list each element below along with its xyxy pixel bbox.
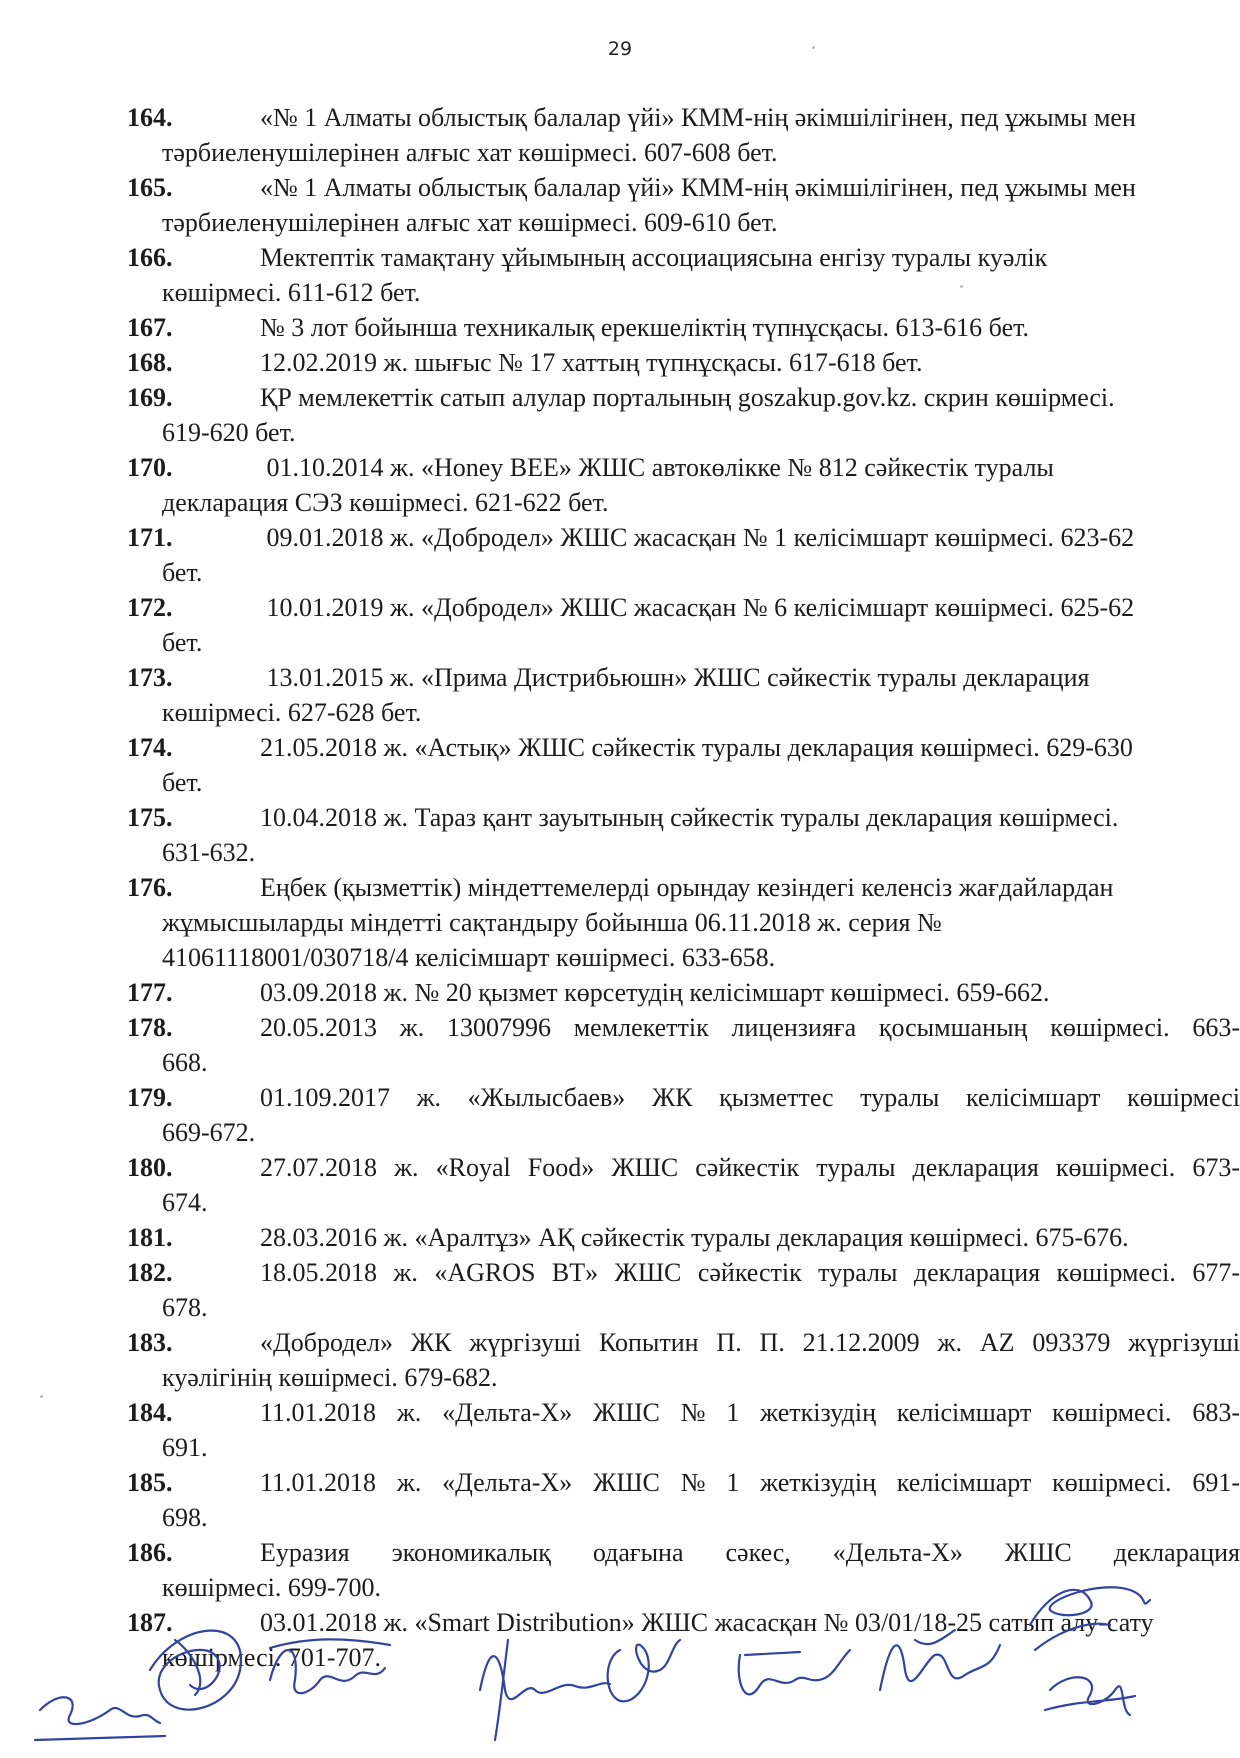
list-item bbox=[127, 520, 1240, 590]
item-text-line: 03.09.2018 ж. № 20 қызмет көрсетудің келісімшарт көшірмесі. 659-662. bbox=[260, 978, 1050, 1007]
item-text-line: 41061118001/030718/4 келісімшарт көшірмесі. 633-658. bbox=[162, 943, 776, 972]
item-text-line: 18.05.2018 ж. «AGROS BT» ЖШС сәйкестік туралы декларация көшірмесі. 677- bbox=[260, 1258, 1240, 1287]
list-item bbox=[127, 100, 1240, 170]
item-number: 165. bbox=[127, 173, 173, 202]
item-text-line: 10.04.2018 ж. Тараз қант зауытының сәйкестік туралы декларация көшірмесі. bbox=[260, 803, 1119, 832]
item-text-line: бет. bbox=[162, 768, 203, 797]
item-text-line: декларация СЭЗ көшірмесі. 621-622 бет. bbox=[162, 488, 609, 517]
scan-speck bbox=[960, 285, 963, 288]
list-item bbox=[127, 870, 1240, 975]
item-number: 164. bbox=[127, 103, 173, 132]
item-number: 185. bbox=[127, 1468, 173, 1497]
item-number: 175. bbox=[127, 803, 173, 832]
item-number: 173. bbox=[127, 663, 173, 692]
item-text-line: 10.01.2019 ж. «Добродел» ЖШС жасасқан № 6 келісімшарт көшірмесі. 625-62 bbox=[260, 593, 1135, 622]
item-text-line: тәрбиеленушілерінен алғыс хат көшірмесі. 609-610 бет. bbox=[162, 208, 778, 237]
item-number: 184. bbox=[127, 1398, 173, 1427]
item-number: 178. bbox=[127, 1013, 173, 1042]
item-text-line: 674. bbox=[162, 1188, 208, 1217]
item-number: 186. bbox=[127, 1538, 173, 1567]
item-text-line: 678. bbox=[162, 1293, 208, 1322]
item-text-line: 619-620 бет. bbox=[162, 418, 296, 447]
item-text-line: тәрбиеленушілерінен алғыс хат көшірмесі. 607-608 бет. bbox=[162, 138, 778, 167]
item-text-line: 13.01.2015 ж. «Прима Дистрибьюшн» ЖШС сәйкестік туралы декларация bbox=[260, 663, 1090, 692]
item-text-line: 698. bbox=[162, 1503, 208, 1532]
list-item bbox=[127, 380, 1240, 450]
list-item bbox=[127, 240, 1240, 310]
item-text-line: 11.01.2018 ж. «Дельта-Х» ЖШС № 1 жеткізудің келісімшарт көшірмесі. 683- bbox=[260, 1398, 1240, 1427]
item-text-line: 21.05.2018 ж. «Астық» ЖШС сәйкестік туралы декларация көшірмесі. 629-630 bbox=[260, 733, 1133, 762]
item-text-line: көшірмесі. 699-700. bbox=[162, 1573, 382, 1602]
item-text-line: «№ 1 Алматы облыстық балалар үйі» КММ-нің әкімшілігінен, пед ұжымы мен bbox=[260, 103, 1136, 132]
item-text-line: № 3 лот бойынша техникалық ерекшеліктің түпнұсқасы. 613-616 бет. bbox=[260, 313, 1030, 342]
list-item bbox=[127, 170, 1240, 240]
item-number: 176. bbox=[127, 873, 173, 902]
item-text-line: «Добродел» ЖК жүргізуші Копытин П. П. 21.12.2009 ж. AZ 093379 жүргізуші bbox=[260, 1328, 1240, 1357]
item-number: 180. bbox=[127, 1153, 173, 1182]
item-text-line: 27.07.2018 ж. «Royal Food» ЖШС сәйкестік туралы декларация көшірмесі. 673- bbox=[260, 1153, 1240, 1182]
handwritten-signatures bbox=[0, 1440, 1240, 1753]
item-text-line: 28.03.2016 ж. «Аралтұз» АҚ сәйкестік туралы декларация көшірмесі. 675-676. bbox=[260, 1223, 1129, 1252]
item-number: 174. bbox=[127, 733, 173, 762]
list-item bbox=[127, 310, 1240, 345]
list-item bbox=[127, 1010, 1240, 1080]
list-item bbox=[127, 660, 1240, 730]
list-item bbox=[127, 1080, 1240, 1150]
scan-speck bbox=[812, 46, 815, 49]
item-number: 166. bbox=[127, 243, 173, 272]
list-item bbox=[127, 1255, 1240, 1325]
item-text-line: көшірмесі. 611-612 бет. bbox=[162, 278, 421, 307]
item-text-line: «№ 1 Алматы облыстық балалар үйі» КММ-нің әкімшілігінен, пед ұжымы мен bbox=[260, 173, 1136, 202]
item-text-line: 631-632. bbox=[162, 838, 256, 867]
item-number: 182. bbox=[127, 1258, 173, 1287]
item-number: 170. bbox=[127, 453, 173, 482]
item-text-line: 668. bbox=[162, 1048, 208, 1077]
item-text-line: Еңбек (қызметтік) міндеттемелерді орындау кезіндегі келенсіз жағдайлардан bbox=[260, 873, 1114, 902]
signatures-area bbox=[0, 1440, 1240, 1753]
item-text-line: бет. bbox=[162, 558, 203, 587]
document-list bbox=[127, 100, 1240, 1675]
item-number: 187. bbox=[127, 1608, 173, 1637]
item-text-line: бет. bbox=[162, 628, 203, 657]
item-text-line: 01.109.2017 ж. «Жылысбаев» ЖК қызметтес туралы келісімшарт көшірмесі bbox=[260, 1083, 1240, 1112]
item-number: 172. bbox=[127, 593, 173, 622]
list-item bbox=[127, 1220, 1240, 1255]
list-item bbox=[127, 345, 1240, 380]
item-number: 183. bbox=[127, 1328, 173, 1357]
item-number: 181. bbox=[127, 1223, 173, 1252]
item-text-line: 12.02.2019 ж. шығыс № 17 хаттың түпнұсқасы. 617-618 бет. bbox=[260, 348, 923, 377]
scan-speck bbox=[40, 1395, 43, 1398]
item-number: 177. bbox=[127, 978, 173, 1007]
item-text-line: 03.01.2018 ж. «Smart Distribution» ЖШС жасасқан № 03/01/18-25 сатып алу-сату bbox=[260, 1608, 1154, 1637]
item-text-line: ҚР мемлекеттік сатып алулар порталының goszakup.gov.kz. скрин көшірмесі. bbox=[260, 383, 1115, 412]
list-item bbox=[127, 730, 1240, 800]
list-item bbox=[127, 1150, 1240, 1220]
item-number: 169. bbox=[127, 383, 173, 412]
item-text-line: 691. bbox=[162, 1433, 208, 1462]
item-text-line: көшірмесі. 627-628 бет. bbox=[162, 698, 422, 727]
item-text-line: 09.01.2018 ж. «Добродел» ЖШС жасасқан № 1 келісімшарт көшірмесі. 623-62 bbox=[260, 523, 1135, 552]
item-text-line: 11.01.2018 ж. «Дельта-Х» ЖШС № 1 жеткізудің келісімшарт көшірмесі. 691- bbox=[260, 1468, 1240, 1497]
list-item bbox=[127, 800, 1240, 870]
list-item bbox=[127, 450, 1240, 520]
item-number: 167. bbox=[127, 313, 173, 342]
list-item bbox=[127, 590, 1240, 660]
item-text-line: Еуразия экономикалық одағына сәкес, «Дельта-Х» ЖШС декларация bbox=[260, 1538, 1240, 1567]
item-text-line: 669-672. bbox=[162, 1118, 256, 1147]
page-number: 29 bbox=[607, 38, 633, 60]
item-number: 168. bbox=[127, 348, 173, 377]
list-item bbox=[127, 1325, 1240, 1395]
item-number: 171. bbox=[127, 523, 173, 552]
item-text-line: Мектептік тамақтану ұйымының ассоциациясына енгізу туралы куәлік bbox=[260, 243, 1048, 272]
item-text-line: куәлігінің көшірмесі. 679-682. bbox=[162, 1363, 498, 1392]
item-number: 179. bbox=[127, 1083, 173, 1112]
item-text-line: 01.10.2014 ж. «Honey BEE» ЖШС автокөлікке № 812 сәйкестік туралы bbox=[260, 453, 1054, 482]
item-text-line: 20.05.2013 ж. 13007996 мемлекеттік лицензияға қосымшаның көшірмесі. 663- bbox=[260, 1013, 1240, 1042]
item-text-line: жұмысшыларды міндетті сақтандыру бойынша 06.11.2018 ж. серия № bbox=[162, 908, 942, 937]
list-item bbox=[127, 975, 1240, 1010]
item-text-line: көшірмесі. 701-707. bbox=[162, 1643, 382, 1672]
